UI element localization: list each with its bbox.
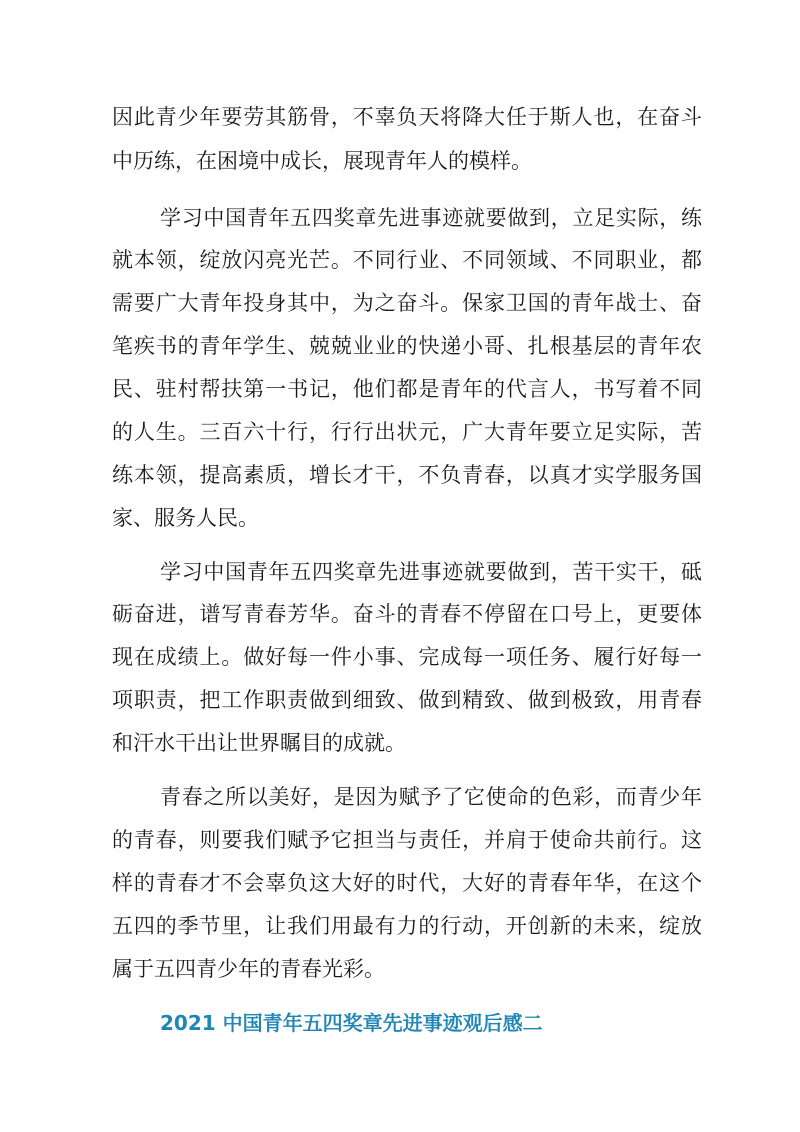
section-heading: 2021 中国青年五四奖章先进事迹观后感二 [160, 1011, 543, 1035]
paragraph-2-line-6: 的人生。三百六十行，行行出状元，广大青年要立足实际，苦 [112, 420, 702, 444]
paragraph-4-line-4: 五四的季节里，让我们用最有力的行动，开创新的未来，绽放 [112, 914, 702, 938]
paragraph-4-line-5: 属于五四青少年的青春光彩。 [112, 957, 385, 981]
paragraph-2-line-4: 笔疾书的青年学生、兢兢业业的快递小哥、扎根基层的青年农 [112, 334, 702, 358]
paragraph-3-line-4: 项职责，把工作职责做到细致、做到精致、做到极致，用青春 [112, 688, 702, 712]
paragraph-4-line-2: 的青春，则要我们赋予它担当与责任，并肩于使命共前行。这 [112, 828, 702, 852]
paragraph-3-line-5: 和汗水干出让世界瞩目的成就。 [112, 731, 406, 755]
paragraph-1-line-2: 中历练，在困境中成长，展现青年人的模样。 [112, 149, 532, 173]
paragraph-2-line-8: 家、服务人民。 [112, 506, 259, 530]
paragraph-3-line-1: 学习中国青年五四奖章先进事迹就要做到，苦干实干，砥 [160, 560, 702, 584]
paragraph-3-line-2: 砺奋进，谱写青春芳华。奋斗的青春不停留在口号上，更要体 [112, 602, 702, 626]
paragraph-2-line-1: 学习中国青年五四奖章先进事迹就要做到，立足实际，练 [160, 206, 702, 230]
paragraph-4-line-3: 样的青春才不会辜负这大好的时代，大好的青春年华，在这个 [112, 871, 702, 895]
paragraph-2-line-3: 需要广大青年投身其中，为之奋斗。保家卫国的青年战士、奋 [112, 291, 702, 315]
paragraph-1-line-1: 因此青少年要劳其筋骨，不辜负天将降大任于斯人也，在奋斗 [112, 105, 702, 129]
paragraph-2-line-2: 就本领，绽放闪亮光芒。不同行业、不同领域、不同职业，都 [112, 248, 702, 272]
paragraph-2-line-5: 民、驻村帮扶第一书记，他们都是青年的代言人，书写着不同 [112, 377, 702, 401]
paragraph-2-line-7: 练本领，提高素质，增长才干，不负青春，以真才实学服务国 [112, 463, 702, 487]
paragraph-3-line-3: 现在成绩上。做好每一件小事、完成每一项任务、履行好每一 [112, 645, 702, 669]
paragraph-4-line-1: 青春之所以美好，是因为赋予了它使命的色彩，而青少年 [160, 785, 702, 809]
